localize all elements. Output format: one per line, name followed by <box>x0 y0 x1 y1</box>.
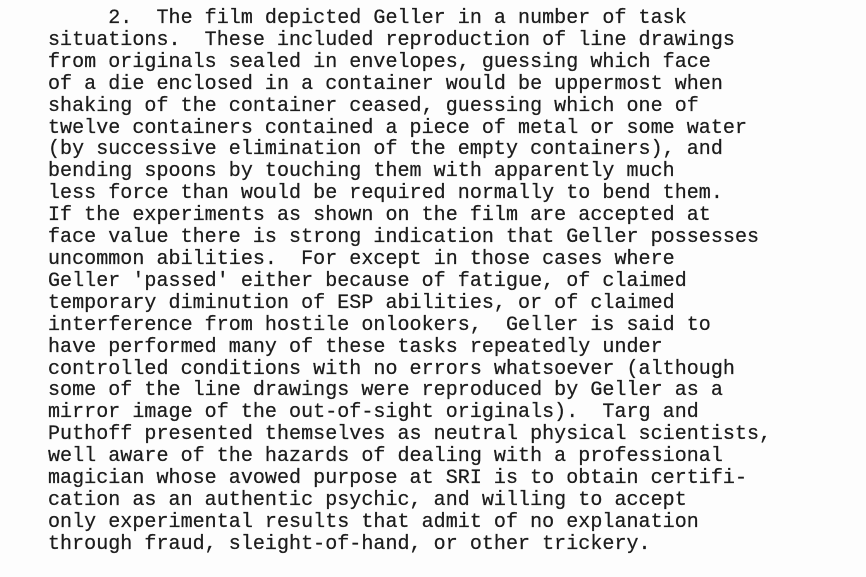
text-line: (by successive elimination of the empty containers), and <box>48 138 723 162</box>
text-line: face value there is strong indication that Geller possesses <box>48 226 760 250</box>
text-line: magician whose avowed purpose at SRI is to obtain certifi- <box>48 467 748 491</box>
text-line: twelve containers contained a piece of metal or some water <box>48 116 748 140</box>
text-line: bending spoons by touching them with apparently much <box>48 160 675 184</box>
text-line: mirror image of the out-of-sight originals). Targ and <box>48 401 699 425</box>
text-line: interference from hostile onlookers, Geller is said to <box>48 313 711 337</box>
text-line: well aware of the hazards of dealing with a professional <box>48 445 723 469</box>
text-line: shaking of the container ceased, guessing which one of <box>48 94 699 118</box>
paragraph-2 <box>48 8 771 556</box>
text-line: only experimental results that admit of no explanation <box>48 510 699 534</box>
text-line: controlled conditions with no errors whatsoever (although <box>48 357 735 381</box>
text-line: through fraud, sleight-of-hand, or other trickery. <box>48 532 651 556</box>
text-line: some of the line drawings were reproduced by Geller as a <box>48 379 723 403</box>
text-line: from originals sealed in envelopes, guessing which face <box>48 50 711 74</box>
text-line: have performed many of these tasks repeatedly under <box>48 335 663 359</box>
text-line: If the experiments as shown on the film are accepted at <box>48 204 711 228</box>
text-line: uncommon abilities. For except in those cases where <box>48 247 675 271</box>
text-line: Geller 'passed' either because of fatigue, of claimed <box>48 269 687 293</box>
text-line: 2. The film depicted Geller in a number of task <box>48 7 687 30</box>
text-line: of a die enclosed in a container would be uppermost when <box>48 72 723 96</box>
text-line: temporary diminution of ESP abilities, or of claimed <box>48 291 675 315</box>
text-line: Puthoff presented themselves as neutral physical scientists, <box>48 423 772 447</box>
text-line: less force than would be required normally to bend them. <box>48 182 723 206</box>
text-line: cation as an authentic psychic, and willing to accept <box>48 488 687 512</box>
text-line: situations. These included reproduction of line drawings <box>48 28 735 52</box>
